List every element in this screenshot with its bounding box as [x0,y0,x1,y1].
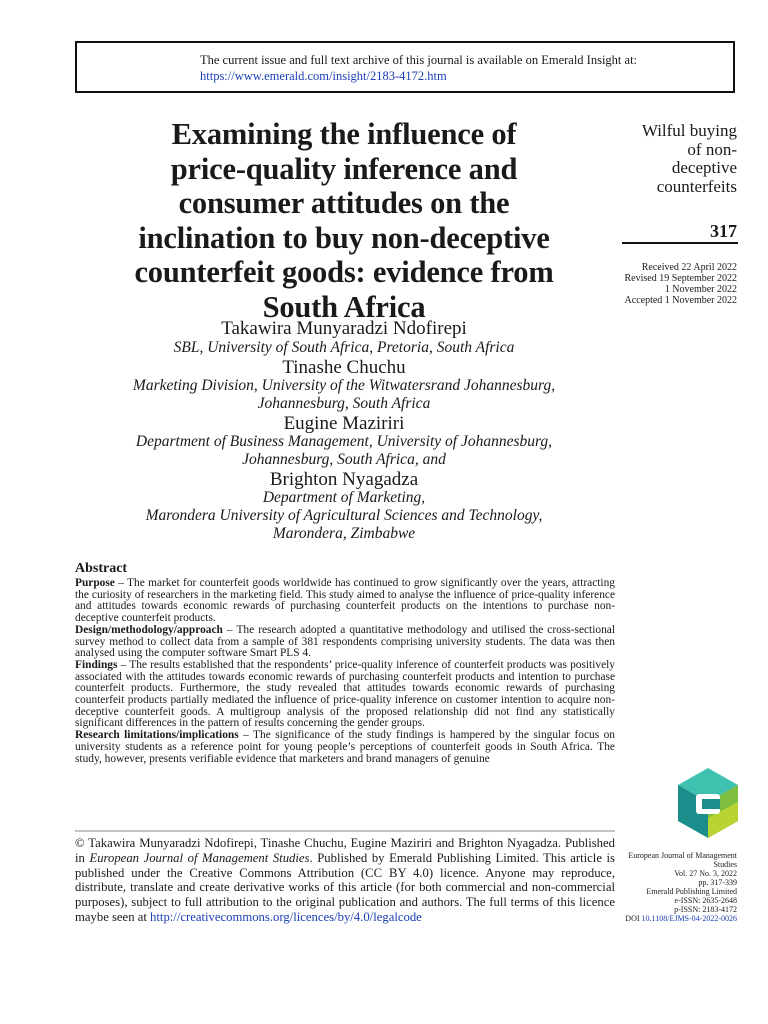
date-revised: Revised 19 September 2022 [624,273,737,284]
section-label: Findings [75,658,118,671]
abstract-purpose [75,578,615,625]
date-revised-2: 1 November 2022 [664,284,737,295]
date-received: Received 22 April 2022 [641,262,737,273]
header-note: The current issue and full text archive of this journal is available on Emerald Insight at: [200,53,638,67]
running-title-line: counterfeits [656,176,737,196]
date-accepted: Accepted 1 November 2022 [624,295,737,306]
journal-eissn: e-ISSN: 2635-2648 [674,896,737,905]
footnote-text: . Published by Emerald Publishing Limited. This article is published under the Creative Commons Attribution (CC BY 4.0) licence. Anyone may reproduce, distribute, translate and create derivative works of this article (for both commercial and non-commercial purposes), subject to full attribution to the original publication and authors. The full terms of this licence maybe seen at [75,850,615,924]
abstract-limitations [75,730,615,765]
article-dates [597,262,737,306]
author-name: Tinashe Chuchu [282,357,406,378]
running-title-line: Wilful buying [641,121,737,140]
title-line: inclination to buy non-deceptive [138,220,550,255]
journal-doi [607,914,737,923]
running-title-line: deceptive [671,158,737,177]
author-affiliation: Marondera, Zimbabwe [272,525,416,542]
author-affiliation: SBL, University of South Africa, Pretoria, South Africa [173,339,515,356]
title-line: counterfeit goods: evidence from [134,255,554,289]
running-title-line: of non- [687,139,737,159]
section-text: – The market for counterfeit goods worldwide has continued to grow significantly over the years, attracting the curiosity of researchers in the marketing field. This study aimed to analyse the influence of price-quality inference and attitudes towards economic rewards of purchasing counterfeit products on the intentions to purchase non-deceptive counterfeit products. [75,577,615,625]
sidebar-divider [622,242,738,244]
running-title [597,122,737,196]
emerald-open-access-logo [676,766,740,840]
abstract-findings [75,660,615,730]
abstract-heading: Abstract [75,561,128,576]
footnote-text: © Takawira Munyaradzi Ndofirepi, Tinashe Chuchu, Eugine Maziriri and Brighton Nyagadza. Published in [75,836,615,865]
header-journal-link[interactable]: https://www.emerald.com/insight/2183-4172.htm [200,69,447,83]
title-line: South Africa [262,289,426,324]
doi-label: DOI [625,914,642,923]
title-line: price-quality inference and [170,151,518,186]
journal-info [607,851,737,923]
author-affiliation: Johannesburg, South Africa, and [242,451,446,468]
author-affiliation: Department of Marketing, [262,489,426,506]
footnote-journal-name: European Journal of Management Studies [89,850,310,865]
section-text: – The results established that the respondents’ price-quality inference of counterfeit products was positively associated with the attitudes towards economic rewards of purchasing counterfeit products and intention to purchase counterfeit products. Furthermore, the study revealed that attitudes towards economic rewards of purchasing counterfeit products partially mediated the influence of price-quality inference on customer intention to acquire non-deceptive counterfeit goods. A multigroup analysis of the proposed relationship did not find any statistically significant differences in the pattern of results concerning the gender groups. [75,658,615,730]
journal-publisher: Emerald Publishing Limited [646,887,737,896]
journal-pages: pp. 317-339 [698,878,737,887]
section-label: Purpose [75,577,115,589]
section-label: Research limitations/implications [75,729,239,742]
section-label: Design/methodology/approach [75,623,223,636]
journal-name: European Journal of Management Studies [628,851,737,869]
title-line: Examining the influence of [171,117,517,151]
doi-link[interactable]: 10.1108/EJMS-04-2022-0026 [641,914,737,923]
licence-link[interactable]: http://creativecommons.org/licences/by/4.0/legalcode [150,909,422,924]
title-line: consumer attitudes on the [178,186,510,220]
page-number: 317 [710,221,737,241]
abstract-design [75,625,615,660]
journal-pissn: p-ISSN: 2183-4172 [674,905,737,914]
footnote-divider [75,830,615,832]
author-affiliation: Department of Business Management, University of Johannesburg, [135,433,553,450]
journal-volume: Vol. 27 No. 3, 2022 [674,869,737,878]
section-text: – The significance of the study findings is hampered by the singular focus on university students as a reference point for young people’s perceptions of counterfeit goods in South Africa. The study, however, presents verifiable evidence that marketers and brand managers of genuine [75,729,615,765]
author-affiliation: Johannesburg, South Africa [257,395,431,412]
article-title [78,117,610,324]
author-name: Takawira Munyaradzi Ndofirepi [221,318,467,339]
author-name: Eugine Maziriri [283,413,405,434]
author-affiliation: Marketing Division, University of the Witwatersrand Johannesburg, [132,377,556,394]
author-affiliation: Marondera University of Agricultural Sciences and Technology, [145,507,543,524]
abstract-body [75,578,615,765]
copyright-footnote [75,836,615,925]
section-text: – The research adopted a quantitative methodology and utilised the cross-sectional survey method to collect data from a sample of 381 respondents comprising university students. The data was then analysed using the computer software Smart PLS 4. [75,623,615,660]
author-name: Brighton Nyagadza [269,469,419,490]
